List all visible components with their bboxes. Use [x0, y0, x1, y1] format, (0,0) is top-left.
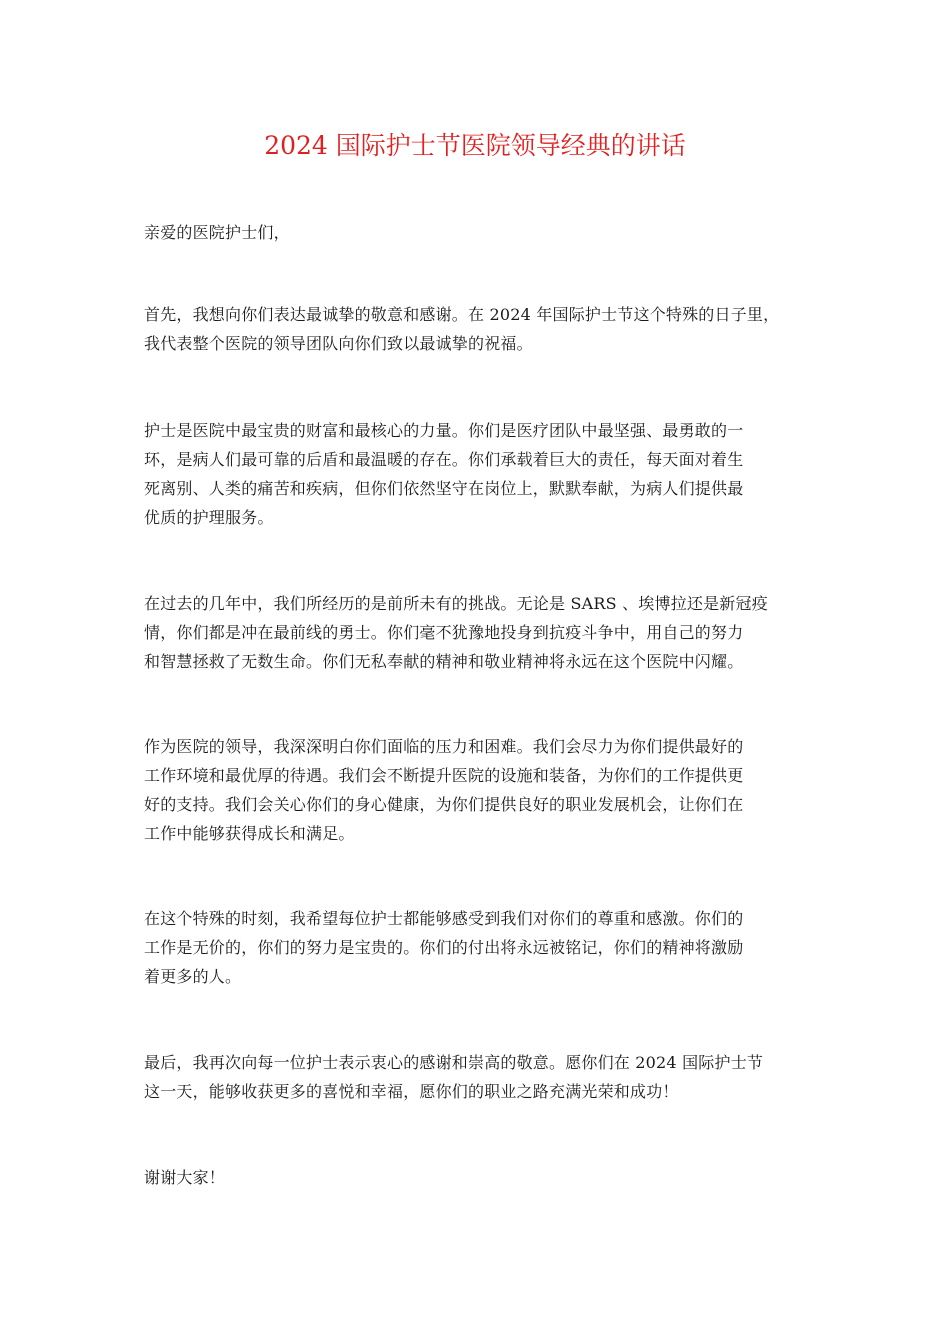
paragraph-4: 作为医院的领导，我深深明白你们面临的压力和困难。我们会尽力为你们提供最好的 工作环境和最优厚的待遇。我们会不断提升医院的设施和装备，为你们的工作提供更 好的支持。我们会关心你们的身心健康，为你们提供良好的职业发展机会，让你们在 工作中能够获得成长和满足。: [144, 737, 744, 843]
document-title: 2024 国际护士节医院领导经典的讲话: [264, 131, 686, 160]
paragraph-6: 最后，我再次向每一位护士表示衷心的感谢和崇高的敬意。愿你们在 2024 国际护士节 这一天，能够收获更多的喜悦和幸福，愿你们的职业之路充满光荣和成功！: [144, 1053, 764, 1101]
paragraph-1: 首先，我想向你们表达最诚挚的敬意和感谢。在 2024 年国际护士节这个特殊的日子里， 我代表整个医院的领导团队向你们致以最诚挚的祝福。: [144, 305, 780, 353]
paragraph-5: 在这个特殊的时刻，我希望每位护士都能够感受到我们对你们的尊重和感激。你们的 工作是无价的，你们的努力是宝贵的。你们的付出将永远被铭记，你们的精神将激励 着更多的人。: [144, 909, 744, 986]
greeting: 亲爱的医院护士们，: [144, 223, 290, 242]
paragraph-3: 在过去的几年中，我们所经历的是前所未有的挑战。无论是 SARS 、埃博拉还是新冠疫 情，你们都是冲在最前线的勇士。你们毫不犹豫地投身到抗疫斗争中，用自己的努力 和智慧拯救了无数生命。你们无私奉献的精神和敬业精神将永远在这个医院中闪耀。: [144, 594, 768, 671]
paragraph-2: 护士是医院中最宝贵的财富和最核心的力量。你们是医疗团队中最坚强、最勇敢的一 环，是病人们最可靠的后盾和最温暖的存在。你们承载着巨大的责任，每天面对着生 死离别、人类的痛苦和疾病，但你们依然坚守在岗位上，默默奉献，为病人们提供最 优质的护理服务。: [144, 421, 744, 527]
closing: 谢谢大家！: [144, 1168, 226, 1187]
